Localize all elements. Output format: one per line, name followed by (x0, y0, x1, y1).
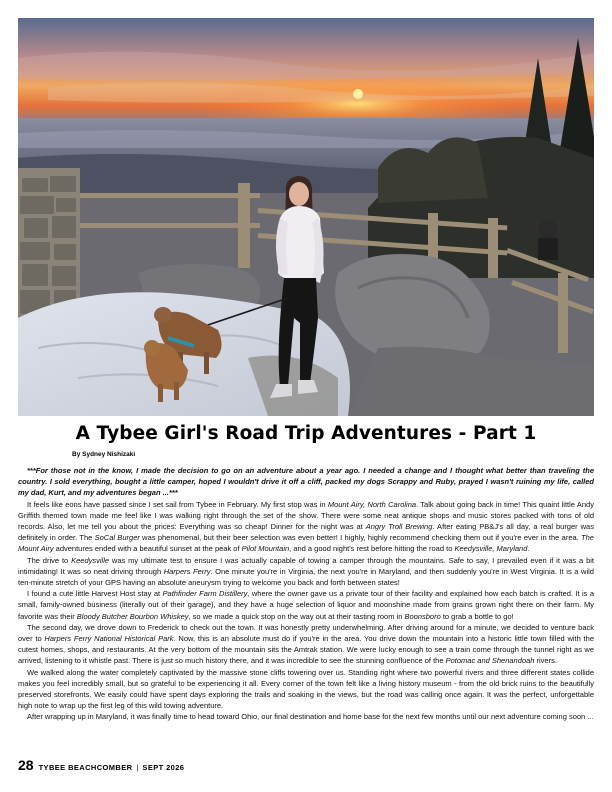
paragraph-harpers-ferry: The second day, we drove down to Frederick to check out the town. It was honestly pretty underwhelming. After driving around for a minute, we decided to venture back over to Harpers Ferry National Historical Park. Now, this is an absolute must do if you're in the area. You drive down the mountain into a historic little town filled with the cutest homes, shops, and restaurants. At the very bottom of the mountain sits the Amtrak station. We were lucky enough to see a train come through the tunnel right as we arrived, listening to it whistle past. There is just so much history there, and it was incredible to see the stunning confluence of the Potomac and Shenandoah rivers. (18, 622, 595, 666)
article-body (18, 465, 594, 723)
paragraph-mount-airy: It feels like eons have passed since I set sail from Tybee in February. My first stop was in Mount Airy, North Carolina. Talk about going back in time! This quaint little Andy Griffith themed town made me feel like I was walking right through the set of the show. There were some neat antique shops and music stores packed with tons of old records. Also, let me tell you about the prices: Everything was so cheap! Dinner for the night was at Angry Troll Brewing. After eating PB&J's all day, a real burger was definitely in order. The SoCal Burger was phenomenal, but their beer selection was even better! I highly, highly recommend checking them out if you're ever in the area. The Mount Airy adventures ended with a beautiful sunset at the peak of Pilot Mountain, and a good night's rest before hitting the road to Keedysville, Maryland. (18, 499, 594, 554)
page-footer (18, 757, 184, 773)
article-intro: ***For those not in the know, I made the decision to go on an adventure about a year ago. I needed a change and I thought what better than traveling the country. I sold everything, bought a little camper, hoped I wouldn't drive it off a cliff, packed my dogs Scrappy and Ruby, prayed I wasn't ruining my life, called my dad, Kurt, and my adventures began ...*** (18, 466, 594, 498)
byline: By Sydney Nishizaki (72, 451, 136, 458)
hero-photo (18, 18, 594, 416)
page-number: 28 (18, 757, 34, 773)
paragraph-distillery: I found a cute little Harvest Host stay at Pathfinder Farm Distillery, where the owner gave us a private tour of their facility and explained how each batch is crafted. It is a small, family-owned business (literally out of their garage), and they have a huge selection of liquor and moonshine made from grains grown right there on their farm. My favorite was their Bloody Butcher Bourbon Whiskey, so we made a quick stop on the way out at their tasting room in Boonsboro to grab a bottle to go! (18, 589, 594, 621)
paragraph-ohio: After wrapping up in Maryland, it was finally time to head toward Ohio, our final destination and home base for the next few months until our next adventure coming soon ... (27, 712, 594, 722)
paragraph-rivers: We walked along the water completely captivated by the massive stone cliffs towering over us. Standing right where two powerful rivers and three different states collide makes you feel incredibly small, but so grateful to be experiencing it all. Every corner of the town felt like a living history museum - from the old brick ruins to the beautifully preserved storefronts. We easily could have spent days exploring the trails and soaking in the views, but the road was calling once again. It was the perfect, unforgettable high note to wrap up the first leg of this wild towing adventure. (18, 667, 594, 711)
mountain-sunset-photo (18, 18, 594, 416)
issue-date: SEPT 2026 (142, 763, 185, 772)
sun-icon (353, 89, 363, 99)
footer-separator: | (136, 763, 139, 772)
paragraph-keedysville: The drive to Keedysville was my ultimate test to ensure I was actually capable of towing a camper through the mountains. Safe to say, I prevailed even if it was a bit intimidating! It was so neat driving through Harpers Ferry. One minute you're in Virginia, the next you're in Maryland, and then suddenly you're in West Virginia. It is a wild ten-minute stretch of your GPS having an absolute aneurysm trying to welcome you back and forth between states! (18, 555, 594, 588)
publication-name: TYBEE BEACHCOMBER (38, 763, 133, 772)
article-title: A Tybee Girl's Road Trip Adventures - Part 1 (75, 423, 537, 444)
